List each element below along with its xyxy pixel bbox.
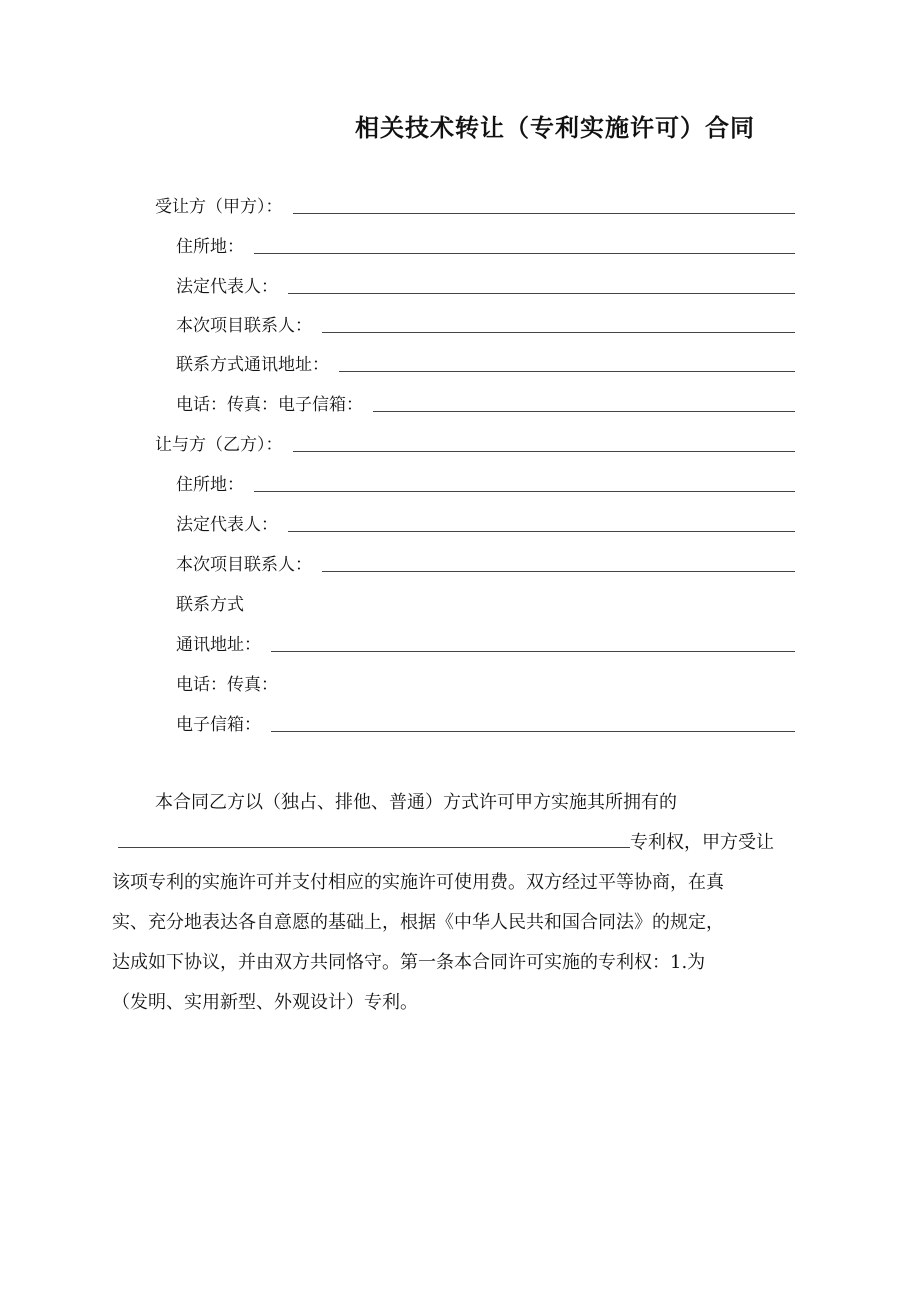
party-a-legal-rep-blank[interactable] — [288, 292, 795, 294]
party-b-heading: 让与方（乙方）： — [155, 435, 283, 455]
party-a-phone-blank[interactable] — [373, 410, 795, 412]
party-b-contact-person-blank[interactable] — [322, 570, 795, 572]
party-b-legal-rep-blank[interactable] — [288, 530, 795, 532]
party-a-phone-row — [176, 390, 795, 416]
party-b-mail-address-row — [176, 630, 795, 656]
body-line-5: 达成如下协议，并由双方共同恪守。第一条本合同许可实施的专利权：1.为 — [112, 952, 706, 973]
party-a-name-blank[interactable] — [293, 212, 796, 214]
party-b-address-blank[interactable] — [254, 490, 795, 492]
party-a-address-row — [176, 232, 795, 258]
party-b-contact-method-row — [176, 590, 795, 616]
party-b-heading-row — [155, 430, 795, 456]
party-a-contact-person-label: 本次项目联系人： — [176, 316, 312, 336]
party-b-address-label: 住所地： — [176, 475, 244, 495]
party-a-phone-label: 电话：传真：电子信箱： — [176, 395, 363, 415]
body-line-6: （发明、实用新型、外观设计）专利。 — [112, 992, 418, 1013]
body-line-2 — [118, 828, 774, 854]
party-a-contact-address-row — [176, 350, 795, 376]
party-a-heading: 受让方（甲方）： — [155, 197, 283, 217]
party-a-contact-person-blank[interactable] — [322, 331, 795, 333]
party-a-address-label: 住所地： — [176, 237, 244, 257]
party-b-email-label: 电子信箱： — [176, 715, 261, 735]
patent-name-blank[interactable] — [118, 829, 630, 848]
party-a-contact-address-label: 联系方式通讯地址： — [176, 355, 329, 375]
document-title: 相关技术转让（专利实施许可）合同 — [355, 114, 755, 142]
party-b-email-blank[interactable] — [271, 730, 795, 732]
party-b-email-row — [176, 710, 795, 736]
party-b-contact-person-label: 本次项目联系人： — [176, 555, 312, 575]
party-a-legal-rep-label: 法定代表人： — [176, 277, 278, 297]
party-b-contact-person-row — [176, 550, 795, 576]
party-a-address-blank[interactable] — [254, 252, 795, 254]
party-b-address-row — [176, 470, 795, 496]
body-line-4: 实、充分地表达各自意愿的基础上，根据《中华人民共和国合同法》的规定， — [112, 912, 724, 933]
body-line-3: 该项专利的实施许可并支付相应的实施许可使用费。双方经过平等协商，在真 — [112, 872, 724, 893]
party-b-mail-address-blank[interactable] — [271, 650, 795, 652]
party-b-legal-rep-row — [176, 510, 795, 536]
party-b-name-blank[interactable] — [293, 450, 796, 452]
party-a-heading-row — [155, 192, 795, 218]
party-b-legal-rep-label: 法定代表人： — [176, 515, 278, 535]
body-line-2-suffix: 专利权，甲方受让 — [630, 832, 774, 853]
party-b-phone-row — [176, 670, 795, 696]
party-a-contact-person-row — [176, 311, 795, 337]
party-b-mail-address-label: 通讯地址： — [176, 635, 261, 655]
party-a-contact-address-blank[interactable] — [339, 370, 795, 372]
party-b-contact-method-label: 联系方式 — [176, 595, 244, 615]
body-line-1: 本合同乙方以（独占、排他、普通）方式许可甲方实施其所拥有的 — [155, 792, 677, 813]
party-a-legal-rep-row — [176, 272, 795, 298]
party-b-phone-label: 电话：传真： — [176, 675, 278, 695]
